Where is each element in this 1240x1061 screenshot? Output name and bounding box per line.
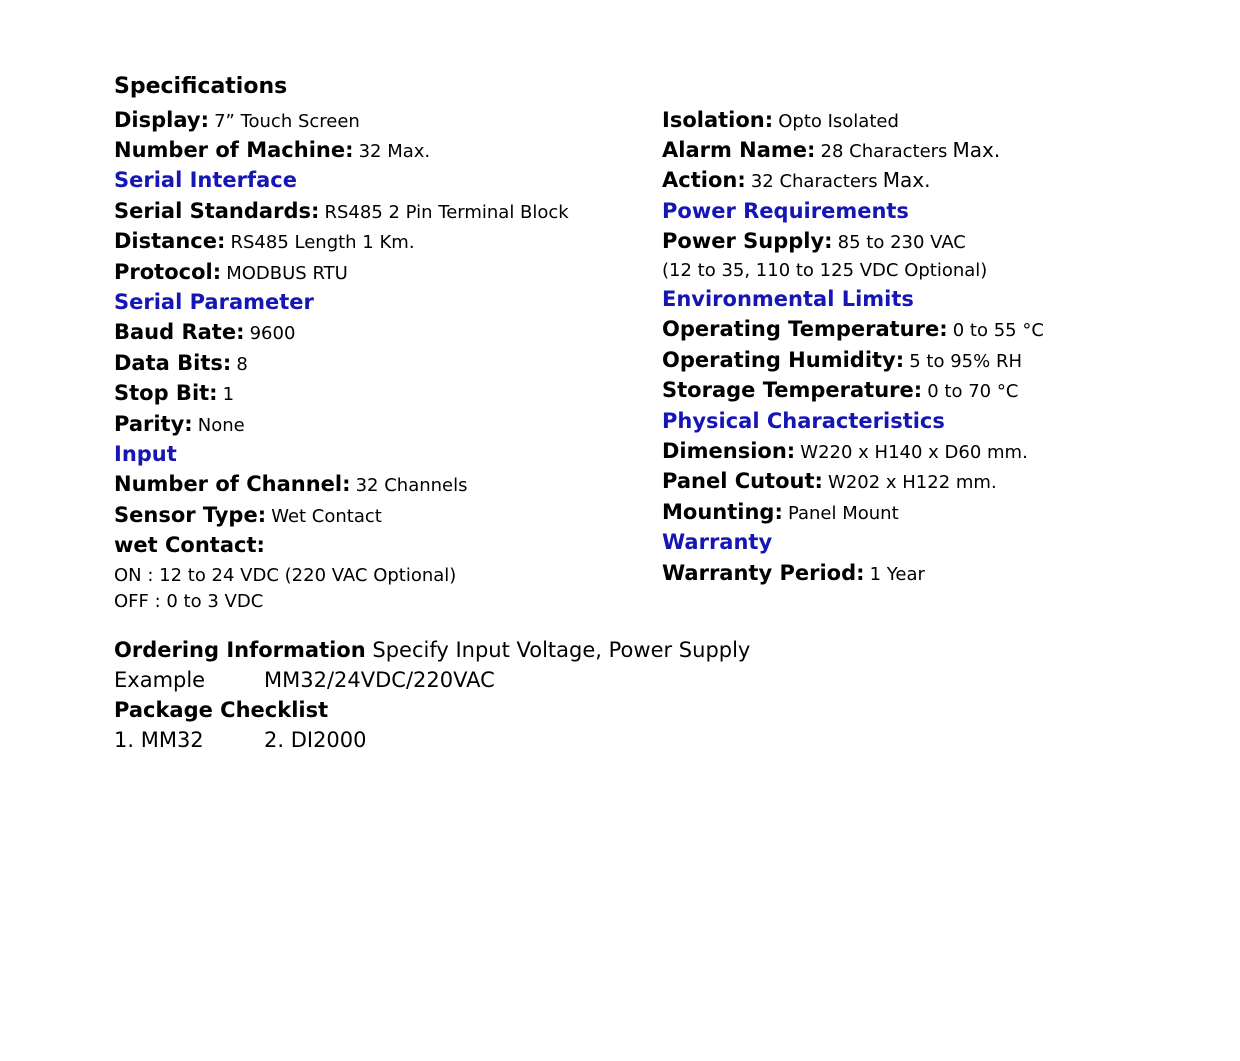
page-title: Specifications <box>114 74 288 99</box>
spec-note-text: (12 to 35, 110 to 125 VDC Optional) <box>662 260 988 281</box>
spec-value: 1 Year <box>869 564 925 585</box>
spec-value: Opto Isolated <box>778 111 899 132</box>
spec-label: Operating Temperature: <box>662 317 948 341</box>
example-value: MM32/24VDC/220VAC <box>264 668 495 692</box>
spec-note <box>114 562 456 590</box>
package-item: 1. MM32 <box>114 728 204 752</box>
ordering-text: Specify Input Voltage, Power Supply <box>372 638 751 662</box>
spec-row <box>114 379 234 407</box>
spec-label: Dimension: <box>662 439 796 463</box>
section-title: Environmental Limits <box>662 287 914 311</box>
spec-value: 85 to 230 VAC <box>837 232 966 253</box>
spec-value: 9600 <box>249 323 296 344</box>
spec-label: Data Bits: <box>114 351 232 375</box>
spec-value: 28 Characters <box>820 141 948 162</box>
spec-row <box>662 437 1028 465</box>
spec-value: 32 Characters <box>750 171 878 192</box>
section-title: Input <box>114 442 177 466</box>
spec-label: Distance: <box>114 229 226 253</box>
spec-row <box>662 467 997 495</box>
spec-label: Operating Humidity: <box>662 348 905 372</box>
spec-value: 7” Touch Screen <box>214 111 360 132</box>
spec-label: Serial Standards: <box>114 199 320 223</box>
section-heading <box>662 407 945 435</box>
section-title: Power Requirements <box>662 199 909 223</box>
spec-label: Protocol: <box>114 260 222 284</box>
spec-label: Storage Temperature: <box>662 378 923 402</box>
spec-value: 32 Max. <box>358 141 431 162</box>
spec-value: W220 x H140 x D60 mm. <box>800 442 1028 463</box>
ordering-label: Ordering Information <box>114 638 366 662</box>
spec-label: Action: <box>662 168 746 192</box>
spec-row <box>114 470 468 498</box>
spec-label: Parity: <box>114 412 193 436</box>
spec-note-text: ON : 12 to 24 VDC (220 VAC Optional) <box>114 565 457 586</box>
spec-value: 0 to 70 °C <box>927 381 1019 402</box>
spec-value-suffix: Max. <box>882 168 931 192</box>
spec-value: 32 Channels <box>355 475 468 496</box>
spec-row <box>114 501 382 529</box>
spec-label: Display: <box>114 108 209 132</box>
spec-label: Sensor Type: <box>114 503 267 527</box>
package-label: Package Checklist <box>114 698 329 722</box>
spec-label: Baud Rate: <box>114 320 245 344</box>
spec-label: Mounting: <box>662 500 783 524</box>
section-title: Serial Interface <box>114 168 298 192</box>
section-heading <box>114 440 177 468</box>
spec-row <box>114 349 248 377</box>
spec-row <box>662 498 899 526</box>
spec-label: Number of Machine: <box>114 138 354 162</box>
spec-value: RS485 2 Pin Terminal Block <box>324 202 569 223</box>
spec-row <box>114 318 295 346</box>
spec-row <box>662 346 1022 374</box>
section-title: Physical Characteristics <box>662 409 945 433</box>
spec-value: 5 to 95% RH <box>909 351 1022 372</box>
spec-label: Number of Channel: <box>114 472 351 496</box>
spec-row <box>662 166 931 194</box>
example-row <box>114 665 495 695</box>
section-heading <box>114 166 297 194</box>
spec-value-suffix: Max. <box>952 138 1001 162</box>
spec-note <box>662 257 987 285</box>
spec-label: Power Supply: <box>662 229 833 253</box>
spec-row <box>114 410 245 438</box>
spec-row <box>114 227 415 255</box>
spec-label: wet Contact: <box>114 533 265 557</box>
spec-label: Isolation: <box>662 108 774 132</box>
section-heading <box>114 288 314 316</box>
spec-label: Alarm Name: <box>662 138 816 162</box>
spec-value: W202 x H122 mm. <box>828 472 997 493</box>
spec-row <box>114 531 265 559</box>
spec-value: 8 <box>236 354 248 375</box>
spec-row <box>662 136 1000 164</box>
spec-value: Panel Mount <box>787 503 899 524</box>
spec-value: 1 <box>222 384 235 405</box>
spec-row <box>662 106 899 134</box>
package-item: 2. DI2000 <box>264 728 367 752</box>
spec-note <box>114 588 263 616</box>
spec-value: Wet Contact <box>271 506 382 527</box>
ordering-row <box>114 635 750 665</box>
spec-row <box>662 315 1044 343</box>
spec-row <box>114 106 360 134</box>
spec-row <box>114 258 348 286</box>
spec-note-text: OFF : 0 to 3 VDC <box>114 591 264 612</box>
spec-row <box>662 559 925 587</box>
spec-label: Warranty Period: <box>662 561 865 585</box>
spec-row <box>662 227 966 255</box>
spec-label: Panel Cutout: <box>662 469 823 493</box>
spec-label: Stop Bit: <box>114 381 218 405</box>
spec-value: None <box>197 415 245 436</box>
section-heading <box>662 197 909 225</box>
section-title: Warranty <box>662 530 773 554</box>
spec-value: 0 to 55 °C <box>952 320 1044 341</box>
section-title: Serial Parameter <box>114 290 314 314</box>
example-label: Example <box>114 668 206 692</box>
spec-row <box>114 197 569 225</box>
section-heading <box>662 528 772 556</box>
spec-value: MODBUS RTU <box>226 263 348 284</box>
spec-row <box>114 136 430 164</box>
spec-value: RS485 Length 1 Km. <box>230 232 415 253</box>
section-heading <box>662 285 914 313</box>
package-items-row <box>114 725 367 755</box>
spec-row <box>662 376 1018 404</box>
package-title-row <box>114 695 328 725</box>
